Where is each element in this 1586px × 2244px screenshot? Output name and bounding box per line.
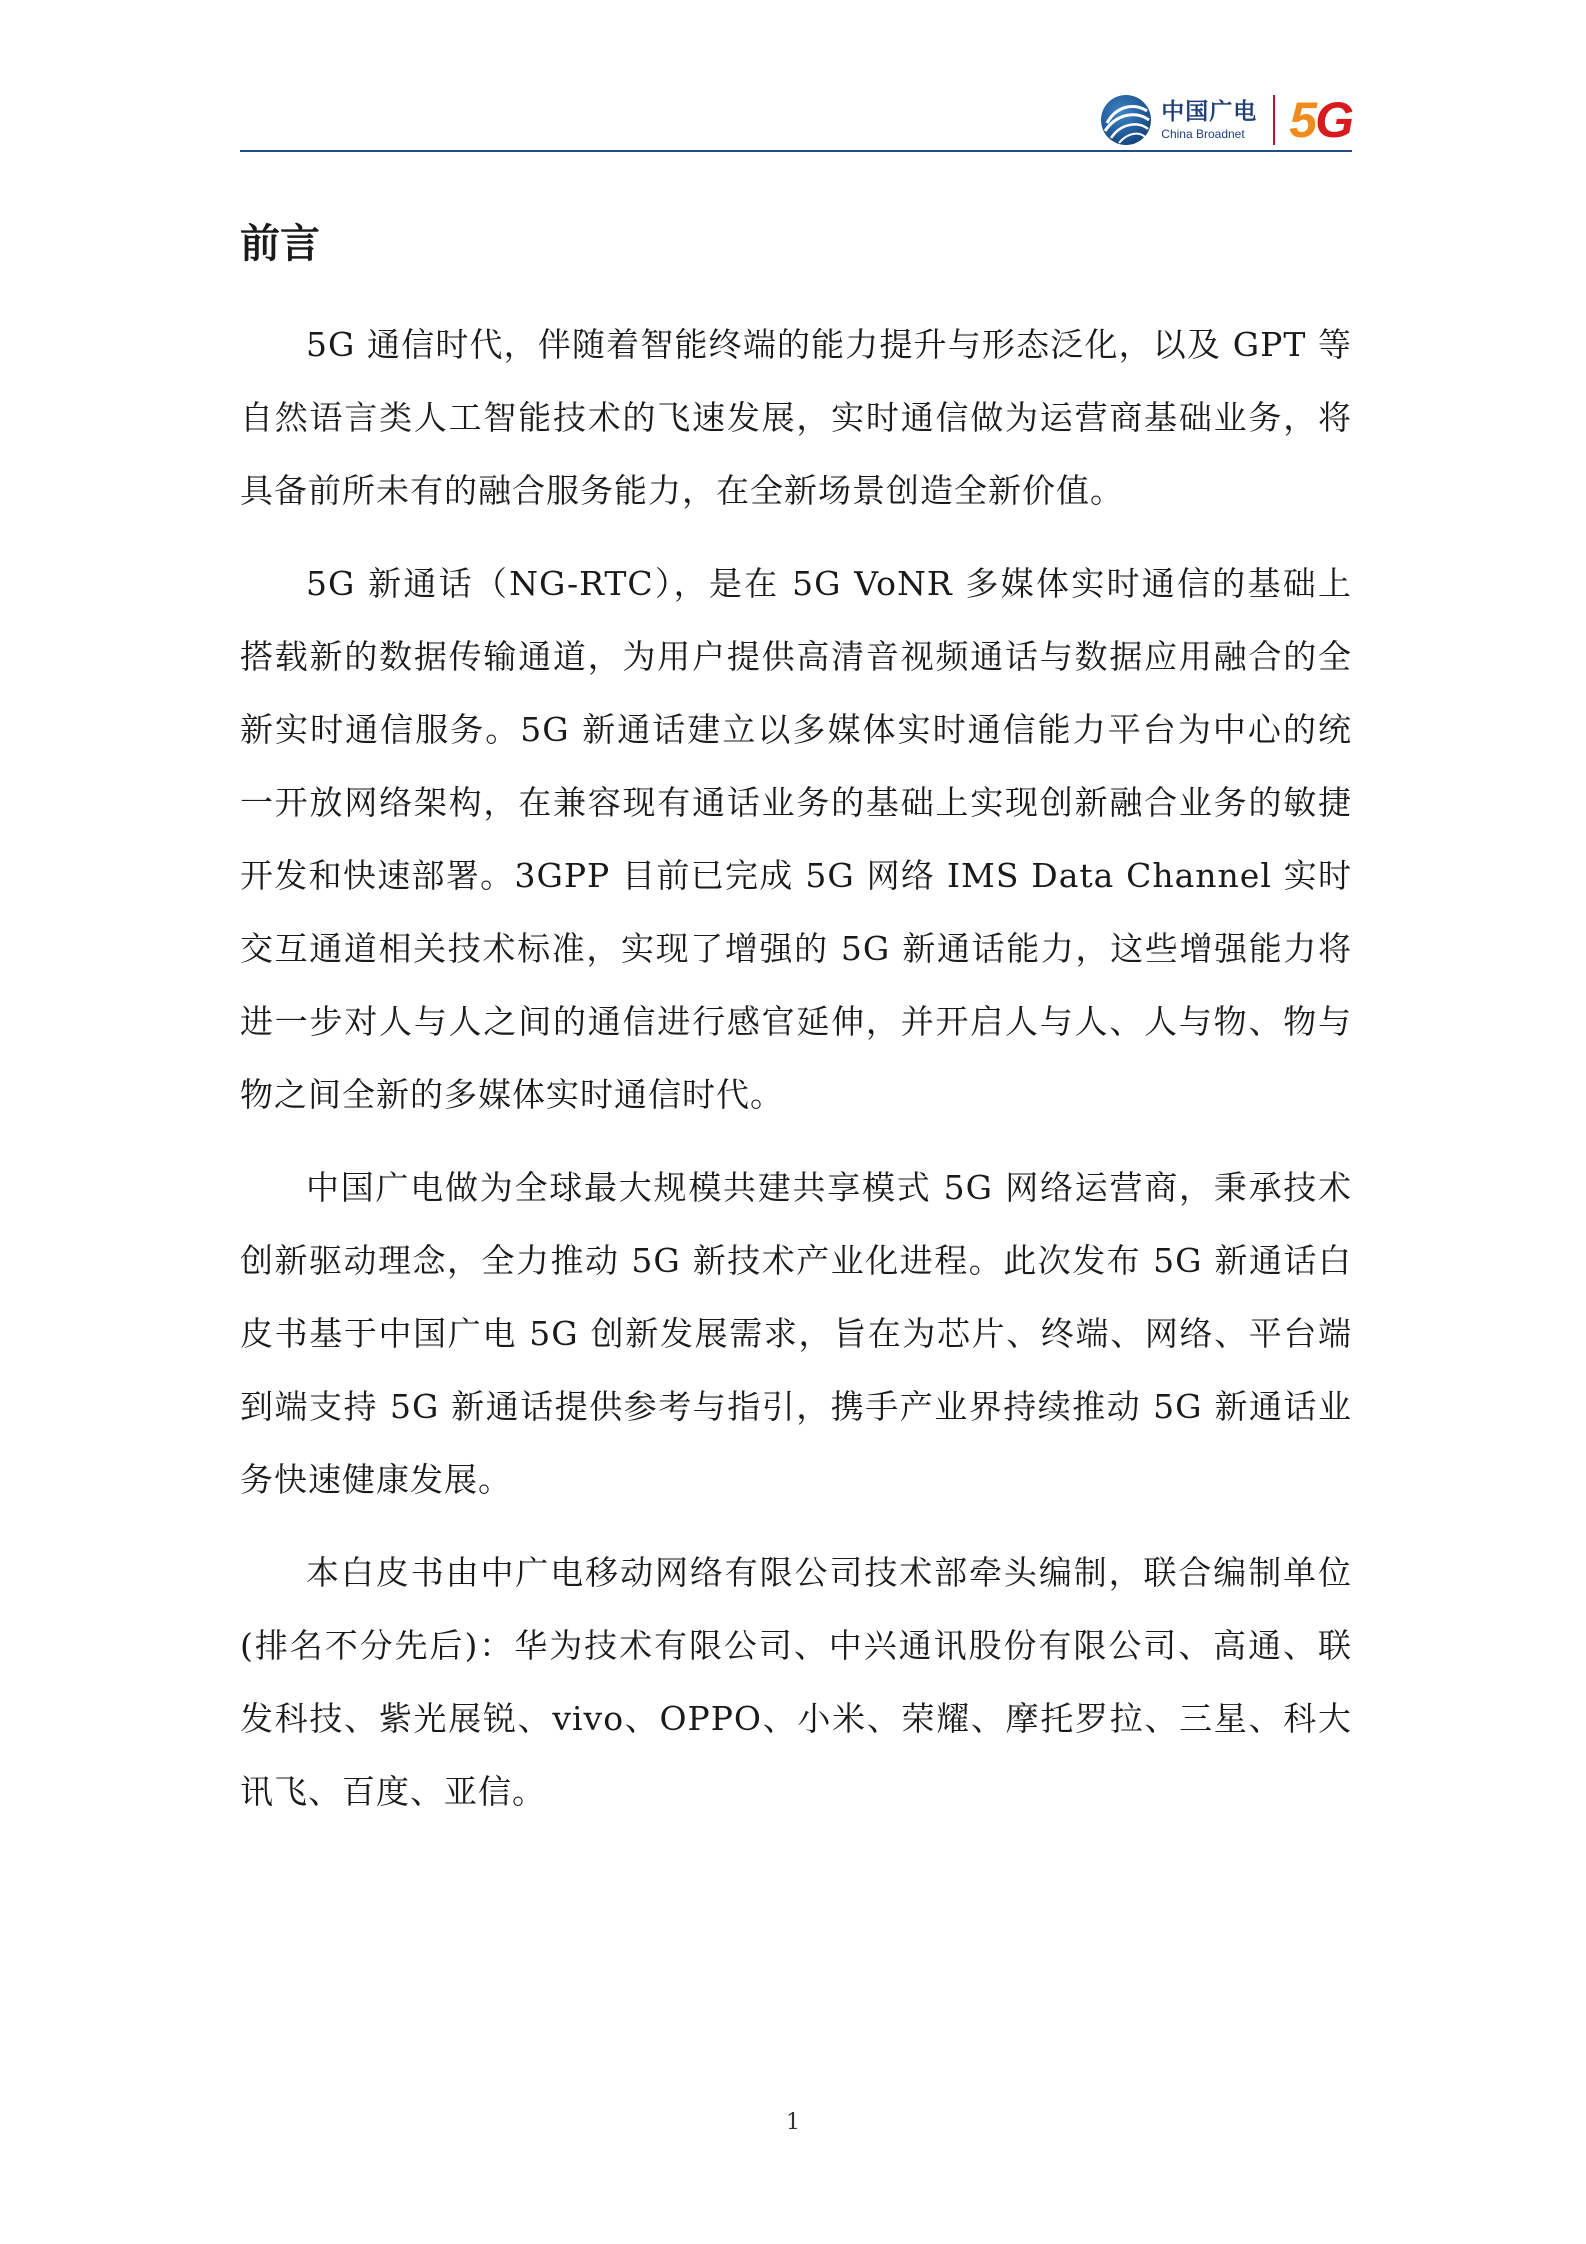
brand-name-cn: 中国广电	[1161, 98, 1258, 125]
5g-logo-digit: 5	[1289, 92, 1316, 148]
header-logos	[1099, 88, 1352, 152]
paragraph-2: 5G 新通话（NG-RTC），是在 5G VoNR 多媒体实时通信的基础上搭载新的数据传输通道，为用户提供高清音视频通话与数据应用融合的全新实时通信服务。5G 新通话建立以多媒体实时通信能力平台为中心的统一开放网络架构，在兼容现有通话业务的基础上实现创新融合业务的敏捷开发和快速部署。3GPP 目前已完成 5G 网络 IMS Data Channel 实时交互通道相关技术标准，实现了增强的 5G 新通话能力，这些增强能力将进一步对人与人之间的通信进行感官延伸，并开启人与人、人与物、物与物之间全新的多媒体实时通信时代。	[240, 564, 1352, 1114]
brand-text	[1161, 98, 1258, 141]
paragraph-1: 5G 通信时代，伴随着智能终端的能力提升与形态泛化，以及 GPT 等自然语言类人工智能技术的飞速发展，实时通信做为运营商基础业务，将具备前所未有的融合服务能力，在全新场景创造全新价值。	[240, 325, 1352, 510]
brand-name-en: China Broadnet	[1161, 126, 1245, 141]
paragraph-3: 中国广电做为全球最大规模共建共享模式 5G 网络运营商，秉承技术创新驱动理念，全力推动 5G 新技术产业化进程。此次发布 5G 新通话白皮书基于中国广电 5G 创新发展需求，旨在为芯片、终端、网络、平台端到端支持 5G 新通话提供参考与指引，携手产业界持续推动 5G 新通话业务快速健康发展。	[240, 1168, 1352, 1499]
page-header	[240, 88, 1352, 152]
header-rule	[240, 150, 1352, 152]
logo-divider	[1273, 95, 1275, 145]
page-content	[240, 210, 1352, 1848]
5g-logo	[1289, 92, 1352, 148]
paragraph-4: 本白皮书由中广电移动网络有限公司技术部牵头编制，联合编制单位(排名不分先后)：华为技术有限公司、中兴通讯股份有限公司、高通、联发科技、紫光展锐、vivo、OPPO、小米、荣耀、摩托罗拉、三星、科大讯飞、百度、亚信。	[240, 1553, 1352, 1811]
5g-logo-letter: G	[1315, 92, 1352, 148]
section-title: 前言	[240, 221, 320, 267]
china-broadnet-globe-icon	[1099, 93, 1153, 147]
page-number: 1	[786, 2110, 800, 2135]
